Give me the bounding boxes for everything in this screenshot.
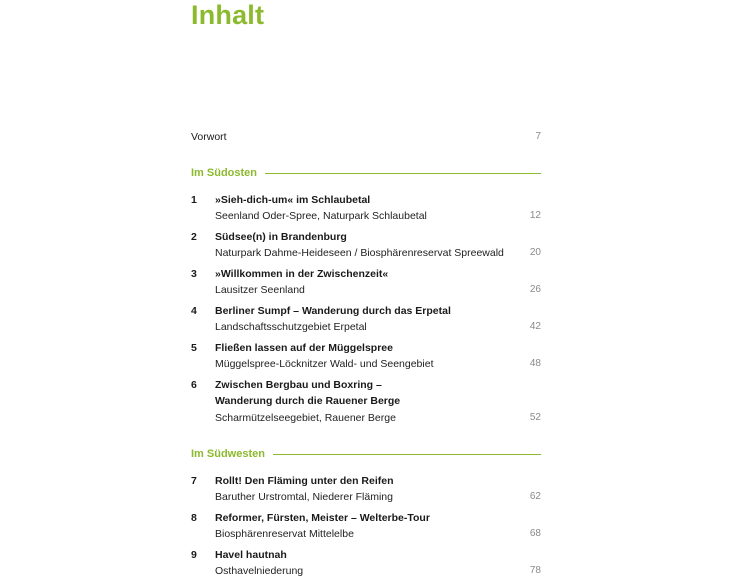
toc-entry-8[interactable]	[191, 512, 541, 544]
entry-page: 48	[529, 358, 541, 369]
entry-number: 5	[191, 342, 197, 354]
entry-title: Südsee(n) in Brandenburg	[215, 231, 347, 243]
entry-title: Fließen lassen auf der Müggelspree	[215, 342, 393, 354]
entry-number: 1	[191, 194, 197, 206]
entry-number: 2	[191, 231, 197, 243]
toc-entry-5[interactable]	[191, 342, 541, 374]
entry-subtitle: Müggelspree-Löcknitzer Wald- und Seengebiet	[215, 358, 434, 370]
entry-title: »Willkommen in der Zwischenzeit«	[215, 268, 389, 280]
entry-subtitle: Landschaftsschutzgebiet Erpetal	[215, 321, 367, 333]
entry-page: 78	[529, 565, 541, 576]
entry-subtitle: Biosphärenreservat Mittelelbe	[215, 528, 354, 540]
section-header-suedwesten	[191, 447, 541, 461]
entry-page: 62	[529, 491, 541, 502]
entry-subtitle: Scharmützelseegebiet, Rauener Berge	[215, 412, 396, 424]
section-divider	[265, 173, 541, 174]
entry-title: Havel hautnah	[215, 549, 287, 561]
toc-entry-7[interactable]	[191, 475, 541, 507]
toc-entry-9[interactable]	[191, 549, 541, 581]
toc-entry-vorwort[interactable]	[191, 131, 541, 143]
entry-number: 6	[191, 379, 197, 391]
entry-subtitle: Lausitzer Seenland	[215, 284, 305, 296]
page-title: Inhalt	[191, 0, 265, 30]
entry-page: 52	[529, 412, 541, 423]
entry-page: 26	[529, 284, 541, 295]
section-divider	[273, 454, 541, 455]
section-label: Im Südwesten	[191, 448, 265, 460]
entry-page: 42	[529, 321, 541, 332]
entry-subtitle: Naturpark Dahme-Heideseen / Biosphärenreservat Spreewald	[215, 247, 504, 259]
toc-entry-1[interactable]	[191, 194, 541, 226]
entry-page: 12	[529, 210, 541, 221]
entry-page: 20	[529, 247, 541, 258]
entry-number: 9	[191, 549, 197, 561]
entry-title: Zwischen Bergbau und Boxring –	[215, 379, 382, 391]
section-label: Im Südosten	[191, 167, 258, 179]
entry-number: 8	[191, 512, 197, 524]
toc-entry-4[interactable]	[191, 305, 541, 337]
entry-title: Berliner Sumpf – Wanderung durch das Erpetal	[215, 305, 451, 317]
entry-page: 68	[529, 528, 541, 539]
entry-subtitle: Seenland Oder-Spree, Naturpark Schlaubetal	[215, 210, 427, 222]
entry-subtitle: Osthavelniederung	[215, 565, 304, 577]
toc-entry-3[interactable]	[191, 268, 541, 300]
entry-number: 7	[191, 475, 197, 487]
entry-subtitle: Baruther Urstromtal, Niederer Fläming	[215, 491, 393, 503]
toc-entry-6[interactable]	[191, 379, 541, 427]
entry-number: 4	[191, 305, 197, 317]
toc-entry-2[interactable]	[191, 231, 541, 263]
section-header-suedosten	[191, 166, 541, 180]
vorwort-label: Vorwort	[191, 131, 227, 143]
entry-title-line-2: Wanderung durch die Rauener Berge	[215, 395, 401, 407]
entry-number: 3	[191, 268, 197, 280]
entry-title: »Sieh-dich-um« im Schlaubetal	[215, 194, 371, 206]
entry-title: Rollt! Den Fläming unter den Reifen	[215, 475, 394, 487]
vorwort-page: 7	[535, 131, 541, 142]
entry-title: Reformer, Fürsten, Meister – Welterbe-Tour	[215, 512, 430, 524]
